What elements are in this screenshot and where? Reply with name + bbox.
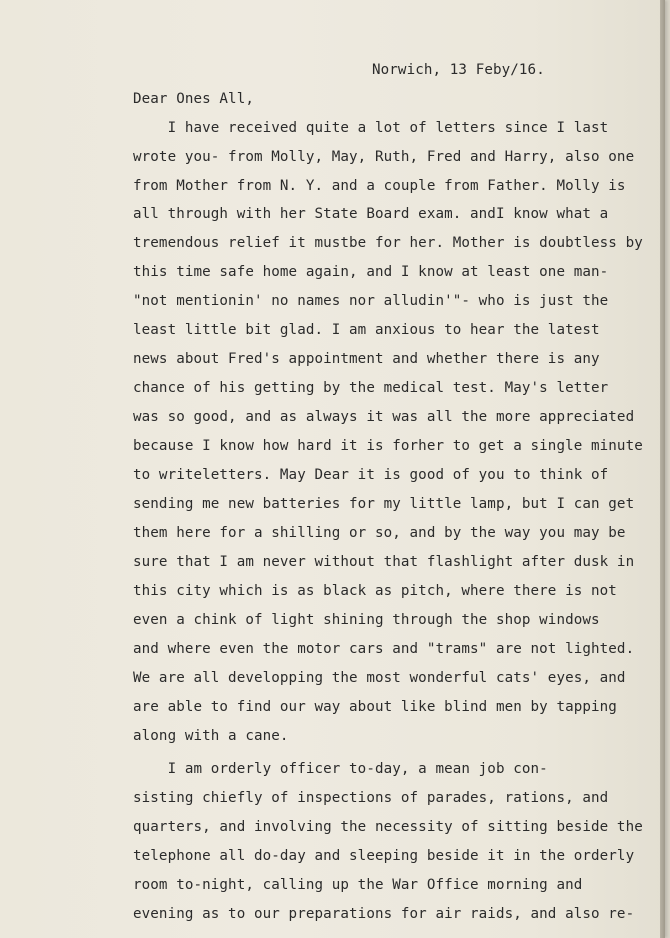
letter-line: chance of his getting by the medical test. May's letter bbox=[133, 380, 609, 396]
letter-line: along with a cane. bbox=[133, 728, 289, 744]
letter-line: them here for a shilling or so, and by the way you may be bbox=[133, 525, 626, 541]
letter-line: news about Fred's appointment and whether there is any bbox=[133, 351, 600, 367]
letter-line: are able to find our way about like blind men by tapping bbox=[133, 699, 617, 715]
letter-line: and where even the motor cars and "trams" are not lighted. bbox=[133, 641, 635, 657]
letter-line: was so good, and as always it was all the more appreciated bbox=[133, 409, 635, 425]
letter-line: this time safe home again, and I know at least one man- bbox=[133, 264, 609, 280]
letter-line: wrote you- from Molly, May, Ruth, Fred and Harry, also one bbox=[133, 149, 635, 165]
letter-line: telephone all do-day and sleeping beside it in the orderly bbox=[133, 848, 635, 864]
letter-line: from Mother from N. Y. and a couple from Father. Molly is bbox=[133, 178, 626, 194]
letter-line: "not mentionin' no names nor alludin'"- who is just the bbox=[133, 293, 609, 309]
letter-line: all through with her State Board exam. andI know what a bbox=[133, 206, 609, 222]
letter-line: I have received quite a lot of letters since I last bbox=[133, 120, 609, 136]
letter-line: sisting chiefly of inspections of parades, rations, and bbox=[133, 790, 609, 806]
letter-line: quarters, and involving the necessity of sitting beside the bbox=[133, 819, 643, 835]
letter-line: because I know how hard it is forher to get a single minute bbox=[133, 438, 643, 454]
dateline: Norwich, 13 Feby/16. bbox=[372, 62, 545, 78]
letter-line: evening as to our preparations for air raids, and also re- bbox=[133, 906, 635, 922]
letter-line: even a chink of light shining through the shop windows bbox=[133, 612, 600, 628]
letter-line: tremendous relief it mustbe for her. Mother is doubtless by bbox=[133, 235, 643, 251]
letter-line: sure that I am never without that flashlight after dusk in bbox=[133, 554, 635, 570]
letter-line: sending me new batteries for my little lamp, but I can get bbox=[133, 496, 635, 512]
letter-line: least little bit glad. I am anxious to hear the latest bbox=[133, 322, 600, 338]
letter-line: I am orderly officer to-day, a mean job con- bbox=[133, 761, 548, 777]
letter-line: We are all developping the most wonderful cats' eyes, and bbox=[133, 670, 626, 686]
letter-line: room to-night, calling up the War Office morning and bbox=[133, 877, 583, 893]
salutation: Dear Ones All, bbox=[133, 91, 254, 107]
letter-line: to writeletters. May Dear it is good of you to think of bbox=[133, 467, 609, 483]
letter-line: this city which is as black as pitch, where there is not bbox=[133, 583, 617, 599]
